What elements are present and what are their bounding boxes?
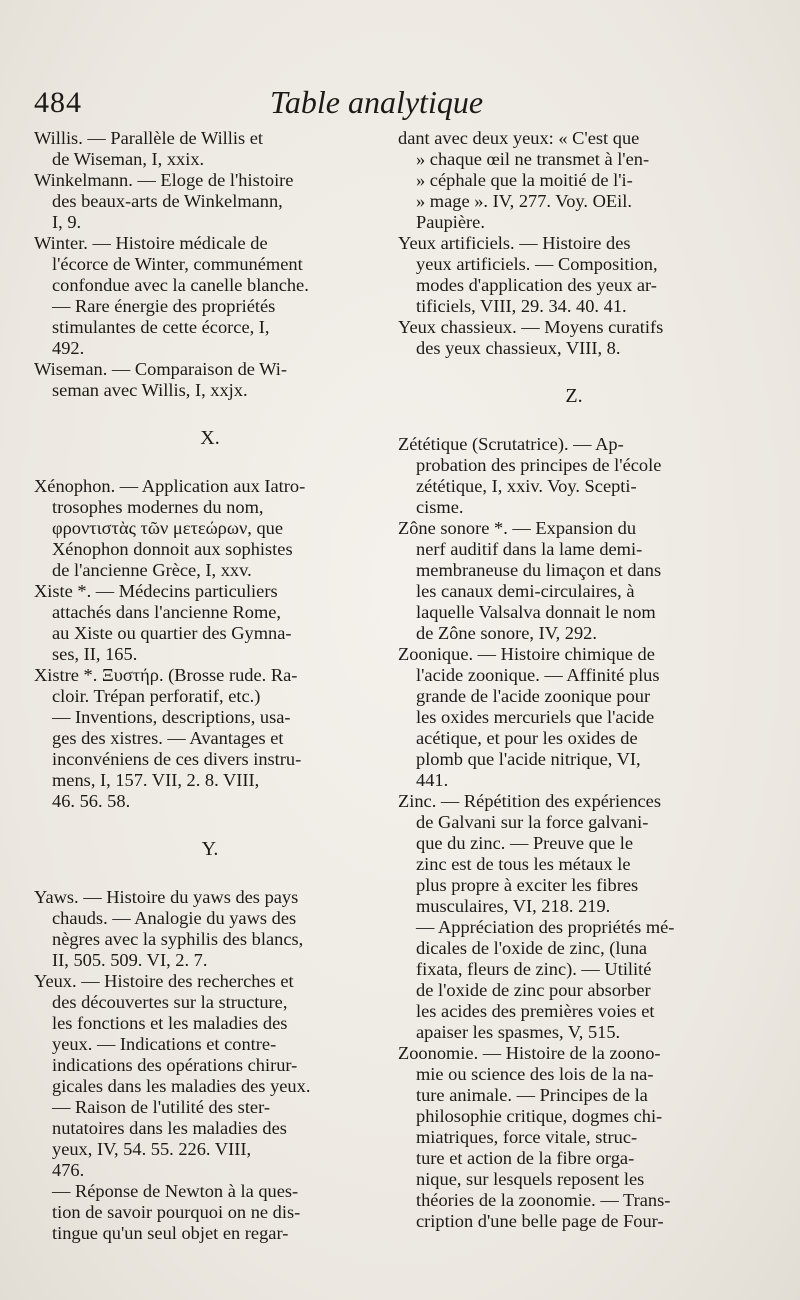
- index-entry-yeux-artificiels: Yeux artificiels. — Histoire des yeux artificiels. — Composition, modes d'application des yeux ar- tificiels, VIII, 29. 34. 40. 41.: [398, 233, 658, 316]
- index-entry-willis: Willis. — Parallèle de Willis et de Wiseman, I, xxix.: [34, 128, 264, 169]
- index-entry-zoonomie: Zoonomie. — Histoire de la zoono- mie ou science des lois de la na- ture animale. — Principes de la philosophie critique, dogmes chi- miatriques, force vitale, struc- ture et action de la fibre orga- nique, sur lesquels reposent les théories de la zoonomie. — Trans- cription d'une belle page de Four-: [398, 1043, 671, 1231]
- index-entry-zone-sonore: Zône sonore *. — Expansion du nerf auditif dans la lame demi- membraneuse du limaçon et dans les canaux demi-circulaires, à laquelle Valsalva donnait le nom de Zône sonore, IV, 292.: [398, 518, 662, 643]
- index-entry-xenophon: Xénophon. — Application aux Iatro- trosophes modernes du nom, φροντιστὰς τῶν μετεώρων, que Xénophon donnoit aux sophistes de l'ancienne Grèce, I, xxv.: [34, 476, 306, 580]
- page-number: 484: [34, 86, 82, 119]
- section-letter-z: Z.: [565, 385, 583, 407]
- section-letter-x: X.: [200, 427, 220, 449]
- right-column: [398, 128, 750, 1232]
- index-entry-xistre: Xistre *. Ξυστήρ. (Brosse rude. Ra- cloir. Trépan perforatif, etc.) — Inventions, descriptions, usa- ges des xistres. — Avantages et inconvéniens de ces divers instru- mens, I, 157. VII, 2. 8. VIII, 46. 56. 58.: [34, 665, 302, 811]
- index-entry-winkelmann: Winkelmann. — Eloge de l'histoire des beaux-arts de Winkelmann, I, 9.: [34, 170, 294, 232]
- index-entry-winter: Winter. — Histoire médicale de l'écorce de Winter, communément confondue avec la canelle blanche. — Rare énergie des propriétés stimulantes de cette écorce, I, 492.: [34, 233, 309, 358]
- running-head: Table analytique: [270, 84, 484, 120]
- index-entry-wiseman: Wiseman. — Comparaison de Wi- seman avec Willis, I, xxjx.: [34, 359, 288, 400]
- left-column: [34, 128, 386, 1244]
- index-entry-zinc: Zinc. — Répétition des expériences de Galvani sur la force galvani- que du zinc. — Preuve que le zinc est de tous les métaux le plus propre à exciter les fibres musculaires, VI, 218. 219. — Appréciation des propriétés mé- dicales de l'oxide de zinc, (luna fixata, fleurs de zinc). — Utilité de l'oxide de zinc pour absorber les acides des premières voies et apaiser les spasmes, V, 515.: [398, 791, 675, 1042]
- index-entry-zetetique: Zététique (Scrutatrice). — Ap- probation des principes de l'école zététique, I, xxiv. Voy. Scepti- cisme.: [398, 434, 662, 517]
- index-entry-yaws: Yaws. — Histoire du yaws des pays chauds. — Analogie du yaws des nègres avec la syphilis des blancs, II, 505. 509. VI, 2. 7.: [34, 887, 304, 970]
- index-entry-yeux-continued: dant avec deux yeux: « C'est que » chaque œil ne transmet à l'en- » céphale que la moitié de l'i- » mage ». IV, 277. Voy. OEil. Paupière.: [398, 128, 650, 232]
- section-letter-y: Y.: [201, 838, 219, 860]
- index-entry-xiste: Xiste *. — Médecins particuliers attachés dans l'ancienne Rome, au Xiste ou quartier des Gymna- ses, II, 165.: [34, 581, 292, 664]
- index-entry-yeux: Yeux. — Histoire des recherches et des découvertes sur la structure, les fonctions et les maladies des yeux. — Indications et contre- indications des opérations chirur- gicales dans les maladies des yeux. — Raison de l'utilité des ster- nutatoires dans les maladies des yeux, IV, 54. 55. 226. VIII, 476. — Réponse de Newton à la ques- tion de savoir pourquoi on ne dis- tingue qu'un seul objet en regar-: [34, 971, 311, 1243]
- index-entry-zoonique: Zoonique. — Histoire chimique de l'acide zoonique. — Affinité plus grande de l'acide zoonique pour les oxides mercuriels que l'acide acétique, et pour les oxides de plomb que l'acide nitrique, VI, 441.: [398, 644, 660, 790]
- index-entry-yeux-chassieux: Yeux chassieux. — Moyens curatifs des yeux chassieux, VIII, 8.: [398, 317, 664, 358]
